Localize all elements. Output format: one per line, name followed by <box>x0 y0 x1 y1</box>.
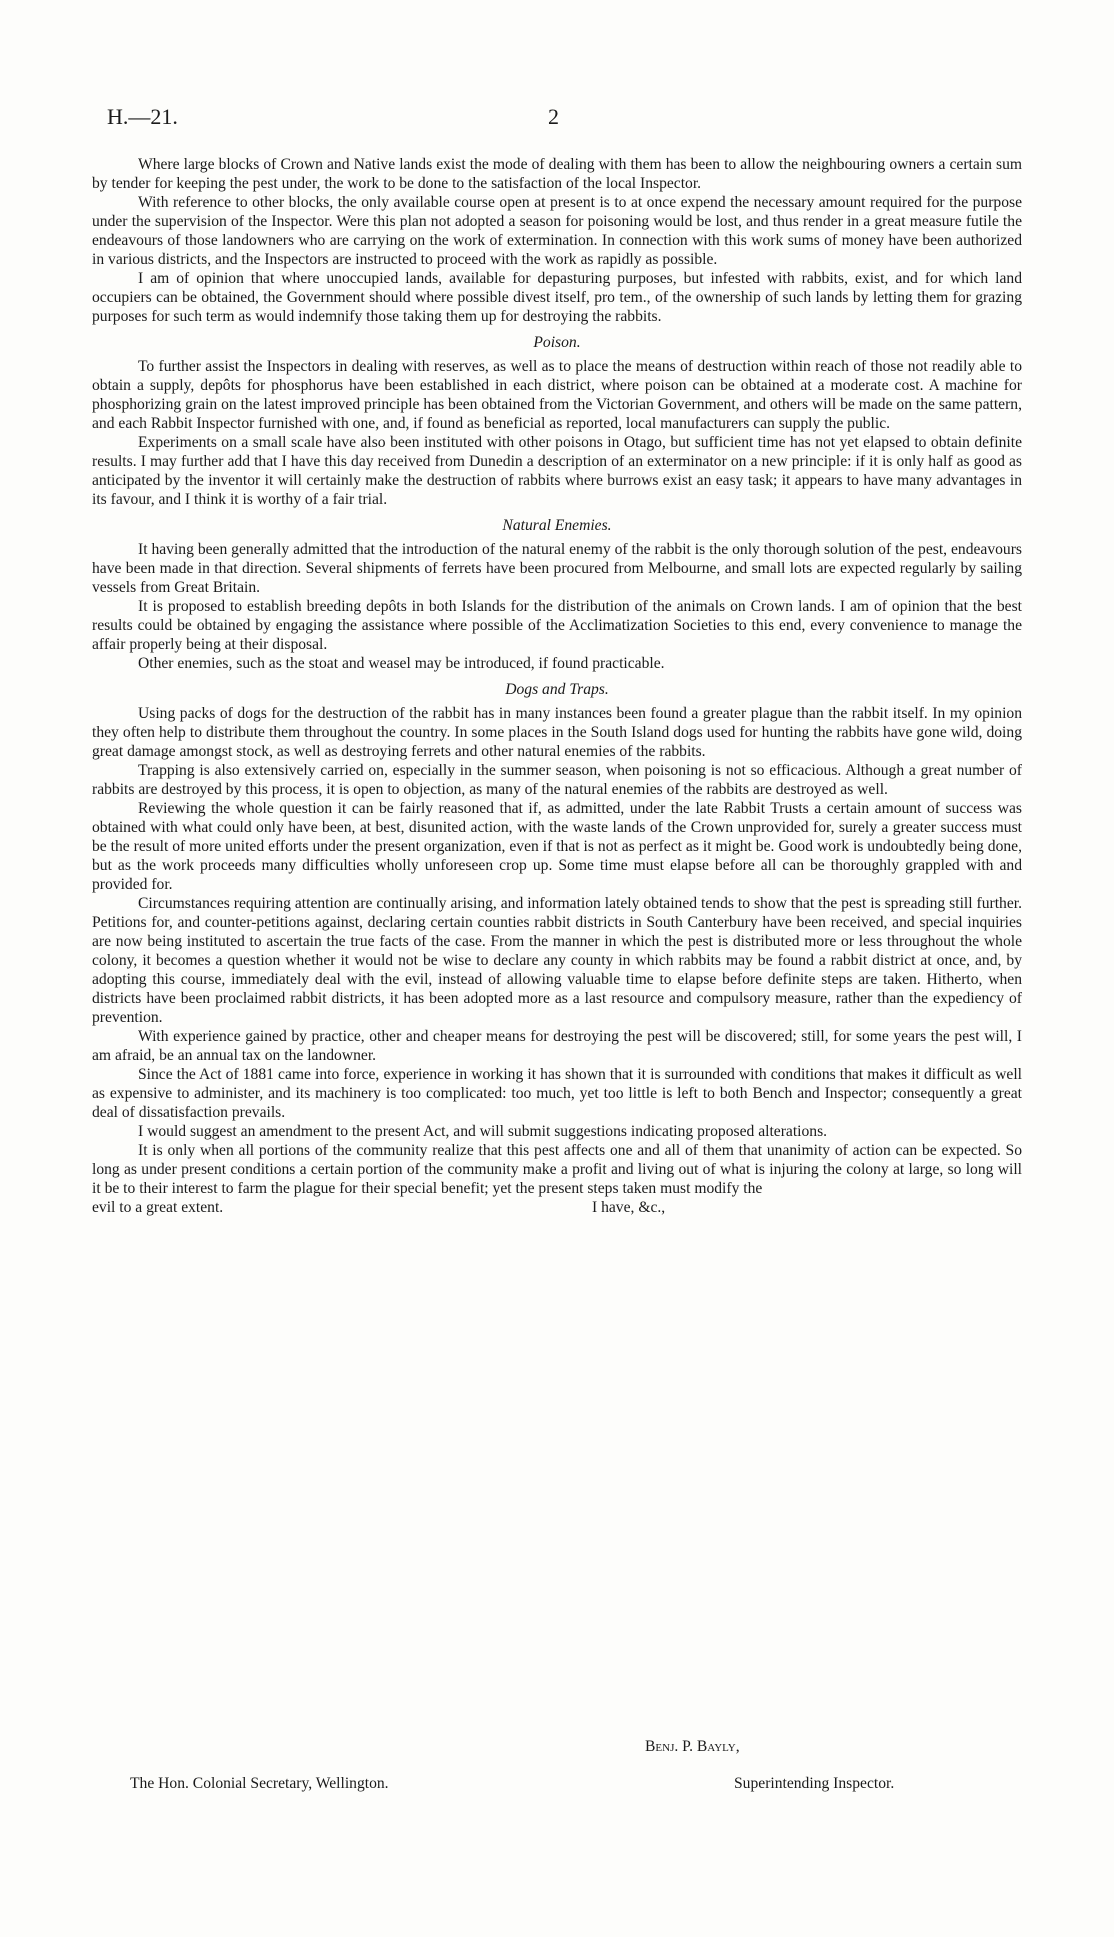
paragraph: Other enemies, such as the stoat and weasel may be introduced, if found practicable. <box>138 655 665 672</box>
paragraph: With experience gained by practice, other and cheaper means for destroying the pest will be discovered; still, for some years the pest will, I am afraid, be an annual tax on the landowner. <box>92 1028 1022 1064</box>
paragraph: Where large blocks of Crown and Native lands exist the mode of dealing with them has been to allow the neighbouring owners a certain sum by tender for keeping the pest under, the work to be done to the satisfaction of the local Inspector. <box>92 156 1022 192</box>
paragraph: It having been generally admitted that the introduction of the natural enemy of the rabbit is the only thorough solution of the pest, endeavours have been made in that direction. Several shipments of ferrets have been procured from Melbourne, and small lots are expected regularly by sailing vessels from Great Britain. <box>92 541 1022 596</box>
paragraph: It is only when all portions of the community realize that this pest affects one and all of them that unanimity of action can be expected. So long as under present conditions a certain portion of the community make a profit and living out of what is injuring the colony at large, so long will it be to their interest to farm the plague for their special benefit; yet the present steps taken must modify the <box>92 1142 1022 1197</box>
paragraph: I would suggest an amendment to the present Act, and will submit suggestions indicating proposed alterations. <box>138 1123 828 1140</box>
paragraph: Circumstances requiring attention are continually arising, and information lately obtained tends to show that the pest is spreading still further. Petitions for, and counter-petitions against, declaring certain counties rabbit districts in South Canterbury have been received, and special inquiries are now being instituted to ascertain the true facts of the case. From the manner in which the pest is distributed more or less throughout the whole colony, it becomes a question whether it would not be wise to declare any county in which rabbits may be found a rabbit district at once, and, by adopting this course, immediately deal with the evil, instead of allowing valuable time to elapse before definite steps are taken. Hitherto, when districts have been proclaimed rabbit districts, it has been adopted more as a last resource and compulsory measure, rather than the expediency of prevention. <box>92 895 1022 1026</box>
salutation: I have, &c., <box>592 1199 666 1216</box>
section-heading-natural-enemies: Natural Enemies. <box>502 517 612 534</box>
paragraph: With reference to other blocks, the only available course open at present is to at once expend the necessary amount required for the purpose under the supervision of the Inspector. Were this plan not adopted a season for poisoning would be lost, and thus render in a great measure futile the endeavours of those landowners who are carrying on the work of extermination. In connection with this work sums of money have been authorized in various districts, and the Inspectors are instructed to proceed with the work as rapidly as possible. <box>92 194 1022 268</box>
closing-final-line: evil to a great extent. <box>92 1199 224 1216</box>
report-code: H.—21. <box>107 104 178 129</box>
signatory-title: Superintending Inspector. <box>734 1775 895 1792</box>
paragraph: Trapping is also extensively carried on, especially in the summer season, when poisoning is not so efficacious. Although a great number of rabbits are destroyed by this process, it is open to objection, as many of the natural enemies of the rabbits are destroyed as well. <box>92 762 1022 798</box>
paragraph: I am of opinion that where unoccupied lands, available for depasturing purposes, but infested with rabbits, exist, and for which land occupiers can be obtained, the Government should where possible divest itself, pro tem., of the ownership of such lands by letting them for grazing purposes for such term as would indemnify those taking them up for destroying the rabbits. <box>92 270 1022 325</box>
addressee: The Hon. Colonial Secretary, Wellington. <box>130 1775 389 1792</box>
paragraph: Using packs of dogs for the destruction of the rabbit has in many instances been found a greater plague than the rabbit itself. In my opinion they often help to distribute them throughout the country. In some places in the South Island dogs used for hunting the rabbits have gone wild, doing great damage amongst stock, as well as destroying ferrets and other natural enemies of the rabbits. <box>92 705 1022 760</box>
section-heading-poison: Poison. <box>533 334 581 351</box>
paragraph: Since the Act of 1881 came into force, experience in working it has shown that it is surrounded with conditions that makes it difficult as well as expensive to administer, and its machinery is too complicated: too much, yet too little is left to both Bench and Inspector; consequently a great deal of dissatisfaction prevails. <box>92 1066 1022 1121</box>
page-number: 2 <box>548 104 559 129</box>
section-heading-dogs-and-traps: Dogs and Traps. <box>505 681 609 698</box>
paragraph: Experiments on a small scale have also been instituted with other poisons in Otago, but sufficient time has not yet elapsed to obtain definite results. I may further add that I have this day received from Dunedin a description of an exterminator on a new principle: if it is only half as good as anticipated by the inventor it will certainly make the destruction of rabbits where burrows exist an easy task; it appears to have many advantages in its favour, and I think it is worthy of a fair trial. <box>92 434 1022 508</box>
report-body <box>92 155 1022 1217</box>
paragraph: To further assist the Inspectors in dealing with reserves, as well as to place the means of destruction within reach of those not readily able to obtain a supply, depôts for phosphorus have been established in each district, where poison can be obtained at a moderate cost. A machine for phosphorizing grain on the latest improved principle has been obtained from the Victorian Government, and others will be made on the same pattern, and each Rabbit Inspector furnished with one, and, if found as beneficial as reported, local manufacturers can supply the public. <box>92 358 1022 432</box>
signatory-name: Benj. P. Bayly, <box>645 1738 740 1755</box>
paragraph: Reviewing the whole question it can be fairly reasoned that if, as admitted, under the late Rabbit Trusts a certain amount of success was obtained with what could only have been, at best, disunited action, with the waste lands of the Crown unprovided for, surely a greater success must be the result of more united efforts under the present organization, even if that is not as perfect as it might be. Good work is undoubtedly being done, but as the work proceeds many difficulties wholly unforeseen crop up. Some time must elapse before all can be thoroughly grappled with and provided for. <box>92 800 1022 893</box>
closing-row <box>92 1198 1022 1217</box>
paragraph: It is proposed to establish breeding depôts in both Islands for the distribution of the animals on Crown lands. I am of opinion that the best results could be obtained by engaging the assistance where possible of the Acclimatization Societies to this end, every convenience to manage the affair properly being at their disposal. <box>92 598 1022 653</box>
